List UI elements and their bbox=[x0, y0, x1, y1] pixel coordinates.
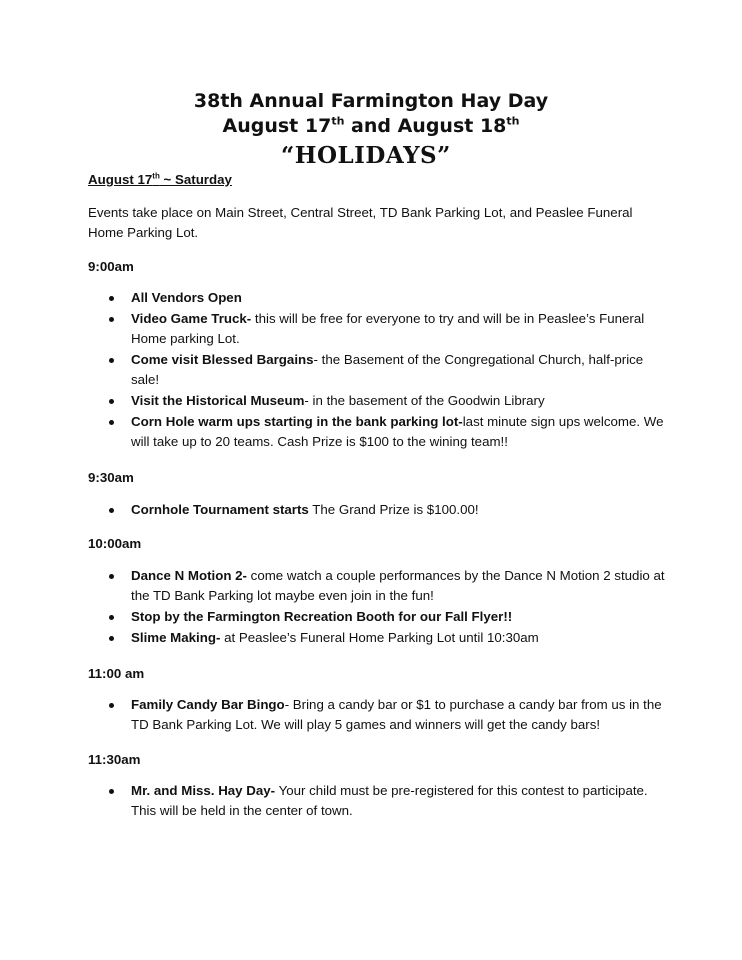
event-title: 38th Annual Farmington Hay Day bbox=[193, 90, 549, 112]
schedule-list-1130 bbox=[88, 781, 673, 822]
list-item: Come visit Blessed Bargains- the Basement of the Congregational Church, half-price sale! bbox=[88, 350, 673, 390]
list-item: Video Game Truck- this will be free for everyone to try and will be in Peaslee’s Funeral Home parking Lot. bbox=[88, 309, 673, 349]
schedule-list-1100 bbox=[88, 695, 673, 736]
day-heading: August 17th ~ Saturday bbox=[88, 171, 232, 187]
bullet-icon bbox=[109, 399, 114, 404]
bullet-icon bbox=[109, 574, 114, 579]
bullet-icon bbox=[109, 636, 114, 641]
bullet-icon bbox=[109, 615, 114, 620]
list-item: Mr. and Miss. Hay Day- Your child must be pre-registered for this contest to participate. This will be held in the center of town. bbox=[88, 781, 673, 821]
bullet-icon bbox=[109, 317, 114, 322]
schedule-list-1000 bbox=[88, 566, 673, 649]
bullet-icon bbox=[109, 789, 114, 794]
bullet-icon bbox=[109, 703, 114, 708]
time-heading-1130: 11:30am bbox=[88, 752, 141, 767]
list-item: Visit the Historical Museum- in the basement of the Goodwin Library bbox=[88, 391, 673, 411]
event-theme: “HOLIDAYS” bbox=[281, 142, 451, 169]
bullet-icon bbox=[109, 358, 114, 363]
list-item: Family Candy Bar Bingo- Bring a candy bar or $1 to purchase a candy bar from us in the TD Bank Parking Lot. We will play 5 games and winners will get the candy bars! bbox=[88, 695, 673, 735]
time-heading-900: 9:00am bbox=[88, 259, 134, 274]
list-item: Stop by the Farmington Recreation Booth for our Fall Flyer!! bbox=[88, 607, 673, 627]
bullet-icon bbox=[109, 296, 114, 301]
time-heading-1100: 11:00 am bbox=[88, 666, 145, 681]
schedule-list-930 bbox=[88, 500, 673, 521]
list-item: Corn Hole warm ups starting in the bank parking lot-last minute sign ups welcome. We will take up to 20 teams. Cash Prize is $100 to the wining team!! bbox=[88, 412, 673, 452]
list-item: All Vendors Open bbox=[88, 288, 673, 308]
time-heading-1000: 10:00am bbox=[88, 536, 142, 551]
list-item: Slime Making- at Peaslee’s Funeral Home Parking Lot until 10:30am bbox=[88, 628, 673, 648]
list-item: Dance N Motion 2- come watch a couple performances by the Dance N Motion 2 studio at the TD Bank Parking lot maybe even join in the fun! bbox=[88, 566, 673, 606]
time-heading-930: 9:30am bbox=[88, 470, 134, 485]
event-dates: August 17th and August 18th bbox=[222, 114, 520, 137]
bullet-icon bbox=[109, 508, 114, 513]
bullet-icon bbox=[109, 420, 114, 425]
intro-paragraph: Events take place on Main Street, Central Street, TD Bank Parking Lot, and Peaslee Funeral Home Parking Lot. bbox=[88, 205, 633, 240]
list-item: Cornhole Tournament starts The Grand Prize is $100.00! bbox=[88, 500, 673, 520]
schedule-list-900 bbox=[88, 288, 673, 453]
